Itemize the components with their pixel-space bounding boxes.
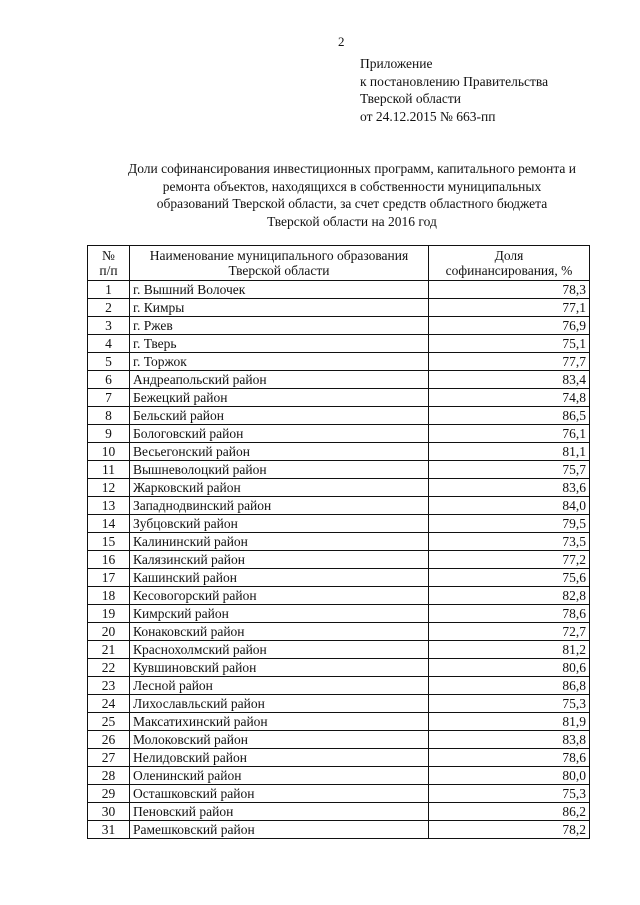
row-number: 2 xyxy=(88,299,130,317)
row-share: 75,1 xyxy=(429,335,590,353)
header-number-line: п/п xyxy=(99,263,118,278)
table-row xyxy=(88,461,590,479)
row-share: 78,3 xyxy=(429,281,590,299)
row-municipality: Пеновский район xyxy=(130,803,429,821)
table-row xyxy=(88,785,590,803)
table-row xyxy=(88,299,590,317)
row-municipality: г. Ржев xyxy=(130,317,429,335)
row-number: 26 xyxy=(88,731,130,749)
header-number-line: № xyxy=(102,247,115,263)
title-line: Тверской области на 2016 год xyxy=(267,213,437,229)
row-municipality: г. Кимры xyxy=(130,299,429,317)
row-municipality: г. Торжок xyxy=(130,353,429,371)
row-municipality: Краснохолмский район xyxy=(130,641,429,659)
row-municipality: Лихославльский район xyxy=(130,695,429,713)
row-share: 74,8 xyxy=(429,389,590,407)
row-municipality: г. Тверь xyxy=(130,335,429,353)
row-share: 79,5 xyxy=(429,515,590,533)
row-share: 86,2 xyxy=(429,803,590,821)
row-municipality: Западнодвинский район xyxy=(130,497,429,515)
row-share: 77,1 xyxy=(429,299,590,317)
table-row xyxy=(88,749,590,767)
row-share: 78,6 xyxy=(429,605,590,623)
table-row xyxy=(88,695,590,713)
table-row xyxy=(88,677,590,695)
row-municipality: Бельский район xyxy=(130,407,429,425)
table-row xyxy=(88,821,590,839)
row-number: 17 xyxy=(88,569,130,587)
header-share xyxy=(429,246,590,281)
row-municipality: Максатихинский район xyxy=(130,713,429,731)
page-number: 2 xyxy=(338,34,345,49)
row-number: 16 xyxy=(88,551,130,569)
row-number: 30 xyxy=(88,803,130,821)
row-share: 78,6 xyxy=(429,749,590,767)
title-line: образований Тверской области, за счет средств областного бюджета xyxy=(156,196,548,211)
table-row xyxy=(88,371,590,389)
row-number: 25 xyxy=(88,713,130,731)
table-header-row xyxy=(88,246,590,281)
row-share: 86,5 xyxy=(429,407,590,425)
title-line: ремонта объектов, находящихся в собственности муниципальных xyxy=(162,178,542,194)
table-row xyxy=(88,551,590,569)
row-number: 14 xyxy=(88,515,130,533)
row-share: 83,8 xyxy=(429,731,590,749)
row-number: 8 xyxy=(88,407,130,425)
row-share: 76,9 xyxy=(429,317,590,335)
header-number xyxy=(88,246,130,281)
table-row xyxy=(88,713,590,731)
row-share: 80,6 xyxy=(429,659,590,677)
table-row xyxy=(88,407,590,425)
row-share: 75,7 xyxy=(429,461,590,479)
row-number: 29 xyxy=(88,785,130,803)
row-municipality: Осташковский район xyxy=(130,785,429,803)
row-number: 23 xyxy=(88,677,130,695)
row-number: 1 xyxy=(88,281,130,299)
row-municipality: Кимрский район xyxy=(130,605,429,623)
header-municipality xyxy=(130,246,429,281)
header-share-line: Доля xyxy=(494,247,524,263)
row-municipality: Кесовогорский район xyxy=(130,587,429,605)
header-municipality-line: Наименование муниципального образования xyxy=(149,247,409,263)
appendix-line: от 24.12.2015 № 663-пп xyxy=(360,108,496,124)
appendix-block xyxy=(360,55,548,125)
document-title xyxy=(72,160,632,230)
row-share: 81,1 xyxy=(429,443,590,461)
table-row xyxy=(88,569,590,587)
row-share: 72,7 xyxy=(429,623,590,641)
row-number: 4 xyxy=(88,335,130,353)
table-row xyxy=(88,515,590,533)
table-body xyxy=(88,281,590,839)
row-number: 28 xyxy=(88,767,130,785)
header-municipality-line: Тверской области xyxy=(228,263,330,278)
row-share: 80,0 xyxy=(429,767,590,785)
row-municipality: Зубцовский район xyxy=(130,515,429,533)
row-number: 18 xyxy=(88,587,130,605)
table-row xyxy=(88,533,590,551)
table-row xyxy=(88,497,590,515)
row-number: 22 xyxy=(88,659,130,677)
table-row xyxy=(88,335,590,353)
row-municipality: Лесной район xyxy=(130,677,429,695)
row-municipality: Кашинский район xyxy=(130,569,429,587)
row-number: 15 xyxy=(88,533,130,551)
row-share: 73,5 xyxy=(429,533,590,551)
table-row xyxy=(88,425,590,443)
table-row xyxy=(88,731,590,749)
row-municipality: Жарковский район xyxy=(130,479,429,497)
table-row xyxy=(88,317,590,335)
row-share: 76,1 xyxy=(429,425,590,443)
table-row xyxy=(88,587,590,605)
row-number: 6 xyxy=(88,371,130,389)
row-number: 27 xyxy=(88,749,130,767)
row-share: 83,6 xyxy=(429,479,590,497)
appendix-line: Тверской области xyxy=(360,91,461,106)
row-share: 75,3 xyxy=(429,695,590,713)
row-share: 75,6 xyxy=(429,569,590,587)
table-row xyxy=(88,389,590,407)
row-share: 84,0 xyxy=(429,497,590,515)
row-number: 9 xyxy=(88,425,130,443)
row-number: 7 xyxy=(88,389,130,407)
row-share: 82,8 xyxy=(429,587,590,605)
table-row xyxy=(88,443,590,461)
row-municipality: Бологовский район xyxy=(130,425,429,443)
row-municipality: Вышневолоцкий район xyxy=(130,461,429,479)
row-municipality: Молоковский район xyxy=(130,731,429,749)
row-municipality: Калининский район xyxy=(130,533,429,551)
row-number: 13 xyxy=(88,497,130,515)
row-number: 24 xyxy=(88,695,130,713)
table-row xyxy=(88,767,590,785)
row-share: 83,4 xyxy=(429,371,590,389)
row-municipality: Конаковский район xyxy=(130,623,429,641)
row-municipality: Бежецкий район xyxy=(130,389,429,407)
table-row xyxy=(88,623,590,641)
row-number: 11 xyxy=(88,461,130,479)
row-municipality: г. Вышний Волочек xyxy=(130,281,429,299)
row-number: 19 xyxy=(88,605,130,623)
appendix-line: к постановлению Правительства xyxy=(360,73,549,89)
row-share: 86,8 xyxy=(429,677,590,695)
row-share: 75,3 xyxy=(429,785,590,803)
table-row xyxy=(88,659,590,677)
table-row xyxy=(88,353,590,371)
row-share: 81,9 xyxy=(429,713,590,731)
row-number: 5 xyxy=(88,353,130,371)
row-municipality: Калязинский район xyxy=(130,551,429,569)
row-number: 10 xyxy=(88,443,130,461)
row-number: 21 xyxy=(88,641,130,659)
row-municipality: Рамешковский район xyxy=(130,821,429,839)
title-line: Доли софинансирования инвестиционных программ, капитального ремонта и xyxy=(128,161,576,176)
table-row xyxy=(88,803,590,821)
row-share: 81,2 xyxy=(429,641,590,659)
table-row xyxy=(88,641,590,659)
table-row xyxy=(88,281,590,299)
appendix-line: Приложение xyxy=(360,56,433,71)
row-number: 20 xyxy=(88,623,130,641)
row-share: 78,2 xyxy=(429,821,590,839)
row-share: 77,7 xyxy=(429,353,590,371)
row-share: 77,2 xyxy=(429,551,590,569)
row-municipality: Оленинский район xyxy=(130,767,429,785)
row-municipality: Андреапольский район xyxy=(130,371,429,389)
row-municipality: Весьегонский район xyxy=(130,443,429,461)
cofinancing-table xyxy=(87,245,590,839)
row-number: 12 xyxy=(88,479,130,497)
row-number: 3 xyxy=(88,317,130,335)
row-municipality: Кувшиновский район xyxy=(130,659,429,677)
row-number: 31 xyxy=(88,821,130,839)
table-row xyxy=(88,605,590,623)
header-share-line: софинансирования, % xyxy=(445,263,573,278)
table-row xyxy=(88,479,590,497)
row-municipality: Нелидовский район xyxy=(130,749,429,767)
